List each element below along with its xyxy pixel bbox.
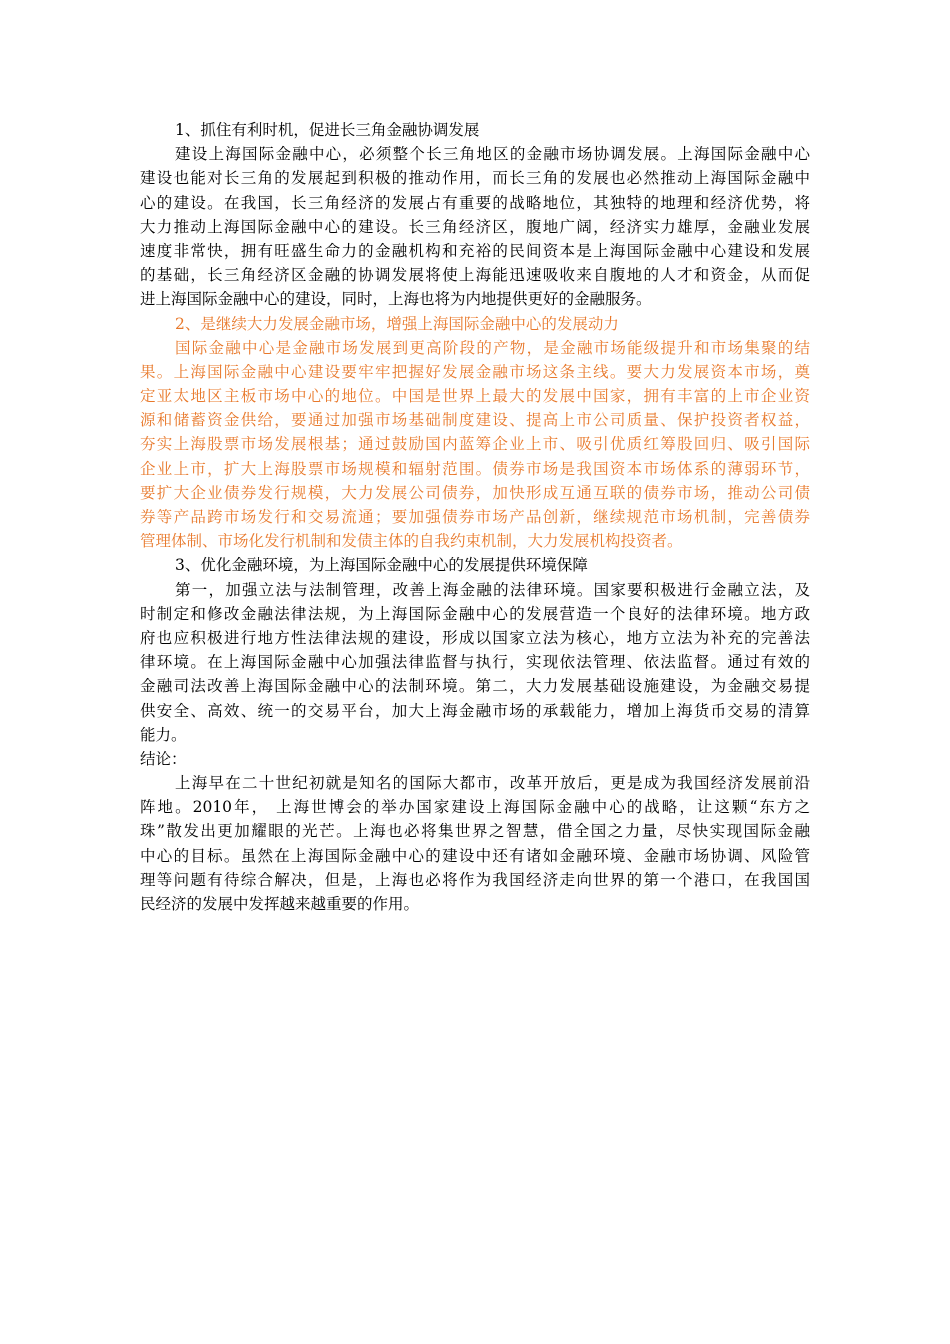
section-1-line: 心的建设。在我国，长三角经济的发展占有重要的战略地位，其独特的地理和经济优势，将 <box>140 193 810 212</box>
section-2-line: 果。上海国际金融中心建设要牢牢把握好发展金融市场这条主线。要大力发展资本市场，奠 <box>140 362 810 381</box>
conclusion-line: 理等问题有待综合解决，但是，上海也必将作为我国经济走向世界的第一个港口，在我国国 <box>140 870 810 889</box>
section-1-line: 进上海国际金融中心的建设，同时，上海也将为内地提供更好的金融服务。 <box>140 290 652 309</box>
section-2-line: 夯实上海股票市场发展根基；通过鼓励国内蓝筹企业上市、吸引优质红筹股回归、吸引国际 <box>140 435 810 454</box>
section-2-line: 管理体制、市场化发行机制和发债主体的自我约束机制，大力发展机构投资者。 <box>140 532 683 551</box>
section-2-line: 定亚太地区主板市场中心的地位。中国是世界上最大的发展中国家，拥有丰富的上市企业资 <box>140 387 810 406</box>
section-1-line: 建设也能对长三角的发展起到积极的推动作用，而长三角的发展也必然推动上海国际金融中 <box>140 169 810 188</box>
section-3-line: 金融司法改善上海国际金融中心的法制环境。第二，大力发展基础设施建设，为金融交易提 <box>140 677 810 696</box>
conclusion-heading: 结论： <box>140 749 187 768</box>
section-3-line: 时制定和修改金融法律法规，为上海国际金融中心的发展营造一个良好的法律环境。地方政 <box>140 604 810 623</box>
section-1-line: 大力推动上海国际金融中心的建设。长三角经济区，腹地广阔，经济实力雄厚，金融业发展 <box>140 217 810 236</box>
section-3-line: 能力。 <box>140 725 187 744</box>
section-3-line: 第一，加强立法与法制管理，改善上海金融的法律环境。国家要积极进行金融立法，及 <box>175 580 810 599</box>
conclusion-line: 上海早在二十世纪初就是知名的国际大都市，改革开放后，更是成为我国经济发展前沿 <box>175 774 810 793</box>
conclusion-line: 珠”散发出更加耀眼的光芒。上海也必将集世界之智慧，借全国之力量，尽快实现国际金融 <box>140 822 810 841</box>
section-2-line: 企业上市，扩大上海股票市场规模和辐射范围。债券市场是我国资本市场体系的薄弱环节， <box>140 459 810 478</box>
section-1-heading: 1、抓住有利时机，促进长三角金融协调发展 <box>175 121 480 139</box>
section-1-line: 的基础，长三角经济区金融的协调发展将使上海能迅速吸收来自腹地的人才和资金，从而促 <box>140 266 810 285</box>
section-3-line: 供安全、高效、统一的交易平台，加大上海金融市场的承载能力，增加上海货币交易的清算 <box>140 701 810 720</box>
document-page <box>140 118 810 916</box>
section-1-line: 速度非常快，拥有旺盛生命力的金融机构和充裕的民间资本是上海国际金融中心建设和发展 <box>140 241 810 260</box>
conclusion-line: 民经济的发展中发挥越来越重要的作用。 <box>140 895 420 913</box>
section-1-line: 建设上海国际金融中心，必须整个长三角地区的金融市场协调发展。上海国际金融中心 <box>175 145 810 164</box>
conclusion-line: 阵地。2010年， 上海世博会的举办国家建设上海国际金融中心的战略，让这颗“东方之 <box>140 798 810 817</box>
section-3-line: 府也应积极进行地方性法律法规的建设，形成以国家立法为核心，地方立法为补充的完善法 <box>140 628 810 647</box>
section-2-line: 要扩大企业债券发行规模，大力发展公司债券，加快形成互通互联的债券市场，推动公司债 <box>140 483 810 502</box>
section-2-line: 国际金融中心是金融市场发展到更高阶段的产物，是金融市场能级提升和市场集聚的结 <box>175 338 810 357</box>
section-3-heading: 3、优化金融环境，为上海国际金融中心的发展提供环境保障 <box>175 556 588 575</box>
conclusion-line: 中心的目标。虽然在上海国际金融中心的建设中还有诸如金融环境、金融市场协调、风险管 <box>140 846 810 865</box>
section-2-line: 券等产品跨市场发行和交易流通；要加强债券市场产品创新，继续规范市场机制，完善债券 <box>140 508 810 526</box>
section-3-line: 律环境。在上海国际金融中心加强法律监督与执行，实现依法管理、依法监督。通过有效的 <box>140 653 810 672</box>
section-2-line: 源和储蓄资金供给，要通过加强市场基础制度建设、提高上市公司质量、保护投资者权益， <box>140 411 810 430</box>
section-2-heading: 2、是继续大力发展金融市场，增强上海国际金融中心的发展动力 <box>175 314 619 333</box>
